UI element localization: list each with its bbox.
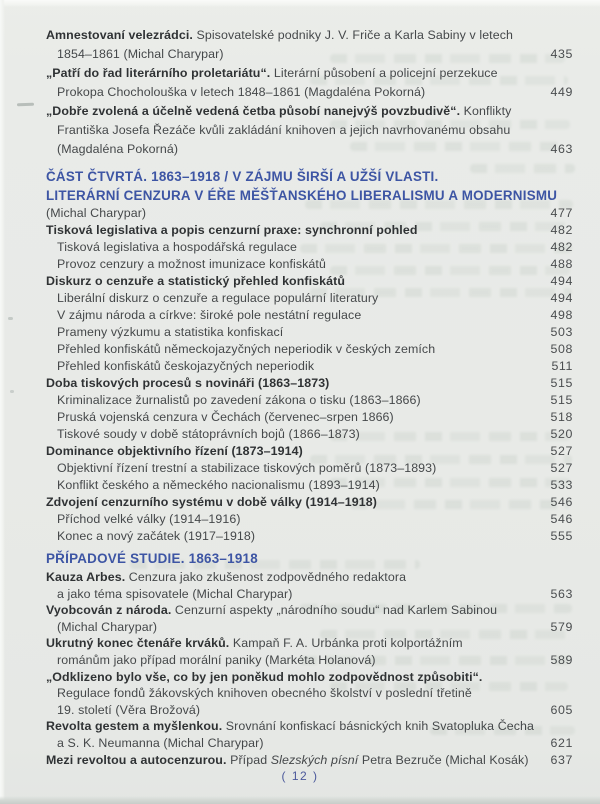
toc-block-section-heading	[46, 167, 573, 205]
toc-row	[46, 635, 573, 652]
toc-row	[46, 290, 573, 307]
toc-entry-text	[46, 376, 329, 390]
toc-entry-segment: Cenzurní aspekty „národního soudu“ nad Karlem Sabinou	[171, 603, 498, 618]
toc-page-ref: 494	[550, 274, 573, 288]
toc-page-ref: 488	[550, 257, 573, 271]
toc-row	[46, 222, 573, 239]
toc-page-ref: 503	[550, 325, 573, 339]
toc-entry-text	[46, 142, 178, 156]
toc-entry-segment: Objektivní řízení trestní a stabilizace tiskových poměrů (1873–1893)	[57, 461, 437, 475]
section-heading-line: PŘÍPADOVÉ STUDIE. 1863–1918	[46, 551, 258, 566]
toc-entry-segment: Amnestovaní velezrádci.	[46, 28, 193, 42]
toc-page-ref: 498	[550, 308, 573, 322]
toc-entry-segment: Zdvojení cenzurního systému v době války (1914–1918)	[46, 495, 377, 509]
toc-content	[46, 26, 573, 768]
toc-entry-text	[46, 28, 513, 42]
toc-row	[46, 669, 573, 686]
toc-entry-text	[46, 223, 418, 237]
toc-entry-segment: Pruská vojenská cenzura v Čechách (červenec–srpen 1866)	[57, 410, 394, 424]
page-number-label: ( 12 )	[281, 769, 319, 783]
toc-entry-segment: V zájmu národa a církve: široké pole nestátní regulace	[57, 308, 362, 322]
toc-entry-segment: Konflikty	[460, 104, 512, 118]
toc-page-ref: 463	[550, 142, 573, 156]
toc-row	[46, 307, 573, 324]
toc-row	[46, 460, 573, 477]
toc-entry-segment: Případ	[226, 752, 271, 767]
toc-row	[46, 205, 573, 222]
section-heading-line: LITERÁRNÍ CENZURA V ÉŘE MĚŠŤANSKÉHO LIBERALISMU A MODERNISMU	[46, 188, 558, 203]
toc-page-ref: 546	[550, 495, 573, 509]
toc-row	[46, 652, 573, 669]
toc-entry-text	[46, 587, 293, 601]
toc-row	[46, 752, 573, 769]
toc-entry-segment: Tiskové soudy v době státoprávních bojů (1866–1873)	[57, 427, 360, 441]
toc-entry-segment: Konec a nový začátek (1917–1918)	[57, 529, 256, 543]
toc-entry-segment: Příchod velké války (1914–1916)	[57, 512, 241, 526]
toc-entry-text	[46, 653, 376, 667]
scan-artifact-speck	[8, 317, 13, 320]
toc-row	[46, 586, 573, 603]
toc-entry-segment: 1854–1861 (Michal Charypar)	[57, 47, 224, 61]
toc-entry-text	[46, 393, 421, 407]
toc-row	[46, 273, 573, 290]
toc-row	[46, 409, 573, 426]
toc-entry-text	[46, 291, 378, 305]
toc-entry-text	[46, 719, 534, 733]
toc-entry-text	[46, 123, 510, 137]
toc-row	[46, 358, 573, 375]
toc-page-ref: 589	[550, 652, 573, 667]
toc-row	[46, 735, 573, 752]
toc-entry-text	[46, 478, 380, 492]
toc-entry-segment: 19. století (Věra Brožová)	[57, 702, 201, 717]
toc-row	[46, 341, 573, 358]
toc-entry-text	[46, 753, 529, 767]
toc-entry-segment: Slezských písní	[270, 752, 359, 767]
toc-entry-segment: Spisovatelské podniky J. V. Friče a Karla Sabiny v letech	[192, 28, 514, 42]
toc-page-ref: 511	[551, 359, 573, 373]
toc-row	[46, 256, 573, 273]
toc-page-ref: 482	[550, 223, 573, 237]
toc-entry-segment: Tisková legislativa a popis cenzurní praxe: synchronní pohled	[46, 223, 418, 237]
toc-row	[46, 511, 573, 528]
toc-entry-segment: Prameny výzkumu a statistika konfiskací	[57, 325, 284, 339]
toc-entry-segment: Konflikt českého a německého nacionalismu (1893–1914)	[57, 478, 380, 492]
toc-block-entries	[46, 205, 573, 545]
toc-row	[46, 239, 573, 256]
toc-page-ref: 449	[550, 85, 573, 99]
toc-entry-text	[46, 240, 297, 254]
toc-entry-segment: Mezi revoltou a autocenzurou.	[46, 752, 227, 767]
toc-entry-text	[46, 603, 497, 617]
toc-entry-text	[46, 512, 241, 526]
toc-page-ref: 579	[550, 619, 573, 634]
toc-entry-text	[46, 274, 345, 288]
scan-artifact-dash	[17, 103, 34, 107]
toc-page-ref: 637	[550, 752, 573, 767]
toc-entry-segment: Kampaň F. A. Urbánka proti kolportážním	[229, 636, 463, 651]
toc-row	[46, 443, 573, 460]
toc-row	[46, 528, 573, 545]
toc-row	[46, 140, 573, 159]
toc-block-entries	[46, 569, 573, 768]
toc-row	[46, 324, 573, 341]
toc-row	[46, 702, 573, 719]
toc-block-section-heading	[46, 550, 573, 568]
page-edge-left	[0, 0, 5, 804]
toc-entry-segment: „Dobře zvolená a účelně vedená četba působí nanejvýš povzbudivě“.	[46, 104, 461, 118]
toc-entry-segment: Cenzura jako zkušenost zodpovědného redaktora	[125, 570, 407, 584]
toc-entry-text	[46, 410, 394, 424]
toc-row	[46, 477, 573, 494]
toc-page-ref: 477	[550, 206, 573, 220]
toc-entry-segment: Františka Josefa Řezáče kvůli zakládání knihoven a jejich navrhovanému obsahu	[57, 123, 511, 137]
toc-page-ref: 520	[550, 427, 573, 441]
toc-page-ref: 527	[550, 461, 573, 475]
toc-entry-text	[46, 703, 200, 717]
toc-entry-segment: Přehled konfiskátů německojazyčných neperiodik v českých zemích	[57, 342, 436, 356]
toc-page-ref: 515	[550, 376, 573, 390]
toc-entry-text	[46, 495, 377, 509]
toc-page-ref: 621	[550, 735, 573, 750]
toc-entry-segment: (Michal Charypar)	[46, 206, 147, 220]
toc-entry-text	[46, 257, 326, 271]
toc-entry-text	[46, 342, 435, 356]
toc-entry-text	[46, 206, 146, 220]
toc-entry-text	[46, 570, 406, 584]
toc-page-ref: 508	[550, 342, 573, 356]
toc-entry-segment: Kriminalizace žurnalistů po zavedení zákona o tisku (1863–1866)	[57, 393, 421, 407]
toc-entry-text	[46, 444, 303, 458]
toc-row	[46, 102, 573, 121]
toc-entry-segment: Petra Bezruče (Michal Kosák)	[358, 752, 529, 767]
toc-row	[46, 45, 573, 64]
toc-page-ref: 435	[550, 47, 573, 61]
toc-entry-segment: Dominance objektivního řízení (1873–1914)	[46, 444, 303, 458]
toc-entry-segment: Vyobcován z národa.	[46, 603, 172, 618]
toc-entry-text	[46, 47, 224, 61]
toc-entry-text	[46, 427, 360, 441]
toc-page-ref: 515	[550, 393, 573, 407]
toc-row	[46, 83, 573, 102]
toc-row	[46, 494, 573, 511]
toc-entry-segment: Doba tiskových procesů s novináři (1863–1873)	[46, 376, 330, 390]
toc-entry-segment: (Magdaléna Pokorná)	[57, 142, 179, 156]
toc-entry-text	[46, 359, 314, 373]
toc-page-ref: 605	[550, 702, 573, 717]
toc-entry-segment: Liberální diskurz o cenzuře a regulace populární literatury	[57, 291, 379, 305]
toc-entry-segment: Kauza Arbes.	[46, 570, 126, 584]
toc-block-entries	[46, 26, 573, 159]
toc-page-ref: 546	[550, 512, 573, 526]
toc-entry-segment: a S. K. Neumanna (Michal Charypar)	[57, 735, 264, 750]
toc-entry-segment: „Patří do řad literárního proletariátu“.	[46, 66, 271, 80]
toc-entry-text	[46, 686, 472, 700]
toc-page-ref: 563	[550, 586, 573, 601]
toc-entry-segment: Literární působení a policejní perzekuce	[270, 66, 498, 80]
toc-entry-segment: (Michal Charypar)	[57, 619, 158, 634]
toc-page-ref: 482	[550, 240, 573, 254]
toc-entry-segment: Ukrutný konec čtenáře krváků.	[46, 636, 230, 651]
section-heading-line: ČÁST ČTVRTÁ. 1863–1918 / V ZÁJMU ŠIRŠÍ A UŽŠÍ VLASTI.	[46, 169, 439, 184]
toc-entry-text	[46, 670, 482, 684]
page-edge-top	[0, 0, 600, 7]
toc-row	[46, 26, 573, 45]
toc-entry-text	[46, 308, 361, 322]
toc-row	[46, 718, 573, 735]
page-edge-bottom	[0, 796, 600, 804]
toc-entry-segment: Prokopa Chocholouška v letech 1848–1861 (Magdaléna Pokorná)	[57, 85, 426, 99]
toc-entry-segment: Diskurz o cenzuře a statistický přehled konfiskátů	[46, 274, 346, 288]
toc-entry-segment: Srovnání konfiskací básnických knih Svatopluka Čecha	[222, 719, 535, 734]
toc-row	[46, 569, 573, 586]
toc-entry-text	[46, 66, 498, 80]
toc-entry-text	[46, 529, 255, 543]
toc-entry-segment: Revolta gestem a myšlenkou.	[46, 719, 223, 734]
toc-entry-text	[46, 736, 264, 750]
toc-row	[46, 685, 573, 702]
toc-entry-text	[46, 104, 511, 118]
toc-entry-segment: Tisková legislativa a hospodářská regulace	[57, 240, 297, 254]
toc-entry-text	[46, 636, 463, 650]
toc-entry-text	[46, 325, 283, 339]
toc-page-ref: 555	[550, 529, 573, 543]
toc-entry-text	[46, 620, 157, 634]
toc-row	[46, 619, 573, 636]
toc-row	[46, 392, 573, 409]
toc-row	[46, 602, 573, 619]
toc-entry-segment: „Odklizeno bylo vše, co by jen poněkud mohlo zodpovědnost způsobiti“.	[46, 669, 483, 684]
toc-entry-segment: a jako téma spisovatele (Michal Charypar)	[57, 586, 293, 601]
toc-entry-text	[46, 85, 425, 99]
toc-entry-segment: Přehled konfiskátů českojazyčných neperiodik	[57, 359, 315, 373]
toc-page-ref: 518	[550, 410, 573, 424]
toc-page-ref: 533	[550, 478, 573, 492]
toc-page-ref: 494	[550, 291, 573, 305]
toc-row	[46, 64, 573, 83]
toc-entry-text	[46, 461, 436, 475]
toc-entry-segment: románům jako případ morální paniky (Markéta Holanová)	[57, 652, 376, 667]
toc-entry-segment: Provoz cenzury a možnost imunizace konfiskátů	[57, 257, 326, 271]
toc-page-ref: 527	[550, 444, 573, 458]
scan-artifact-speck	[10, 390, 14, 393]
toc-row	[46, 426, 573, 443]
toc-row	[46, 375, 573, 392]
toc-entry-segment: Regulace fondů žákovských knihoven obecného školství v poslední třetině	[57, 686, 472, 701]
toc-row	[46, 121, 573, 140]
